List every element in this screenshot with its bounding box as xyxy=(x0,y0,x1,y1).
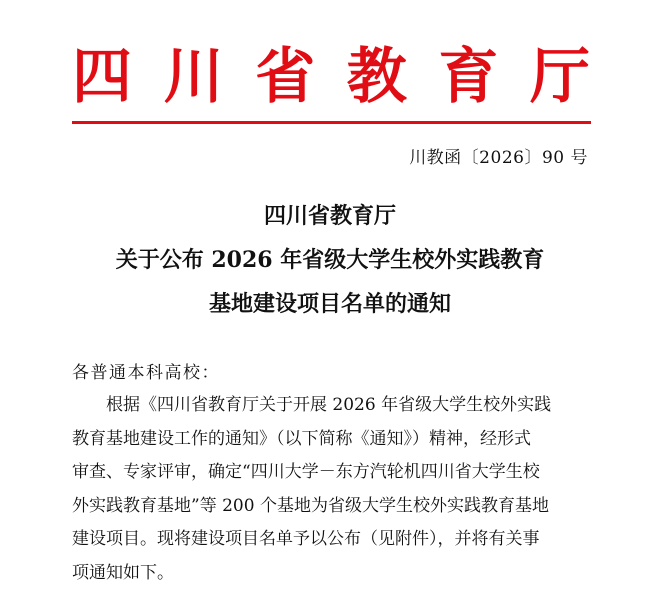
masthead-char: 育 xyxy=(438,42,499,112)
masthead-char: 川 xyxy=(163,42,224,112)
title-line-issuer: 四川省教育厅 xyxy=(263,203,396,229)
masthead-char: 教 xyxy=(346,42,407,112)
body-line: 根据《四川省教育厅关于开展 2026 年省级大学生校外实践 xyxy=(106,395,552,415)
body-paragraph xyxy=(72,389,591,590)
document-number: 川教函〔2026〕90 号 xyxy=(409,148,588,168)
masthead-char: 厅 xyxy=(529,42,590,112)
body-line: 教育基地建设工作的通知》（以下简称《通知》）精神，经形式 xyxy=(72,428,531,449)
masthead-char: 四 xyxy=(72,42,132,112)
document-title xyxy=(0,194,660,326)
body-line: 项通知如下。 xyxy=(72,562,174,583)
body-line: 建设项目。现将建设项目名单予以公布（见附件），并将有关事 xyxy=(72,529,540,549)
salutation: 各普通本科高校： xyxy=(72,363,220,383)
title-line-subject: 关于公布 2026 年省级大学生校外实践教育 xyxy=(115,247,545,273)
issuer-masthead xyxy=(72,38,590,116)
red-header-rule xyxy=(72,121,591,124)
title-line-subject-cont: 基地建设项目名单的通知 xyxy=(208,291,451,317)
masthead-char: 省 xyxy=(255,42,316,112)
body-line: 外实践教育基地”等 200 个基地为省级大学生校外实践教育基地 xyxy=(72,495,549,516)
body-line: 审查、专家评审，确定“四川大学－东方汽轮机四川省大学生校 xyxy=(72,462,540,482)
